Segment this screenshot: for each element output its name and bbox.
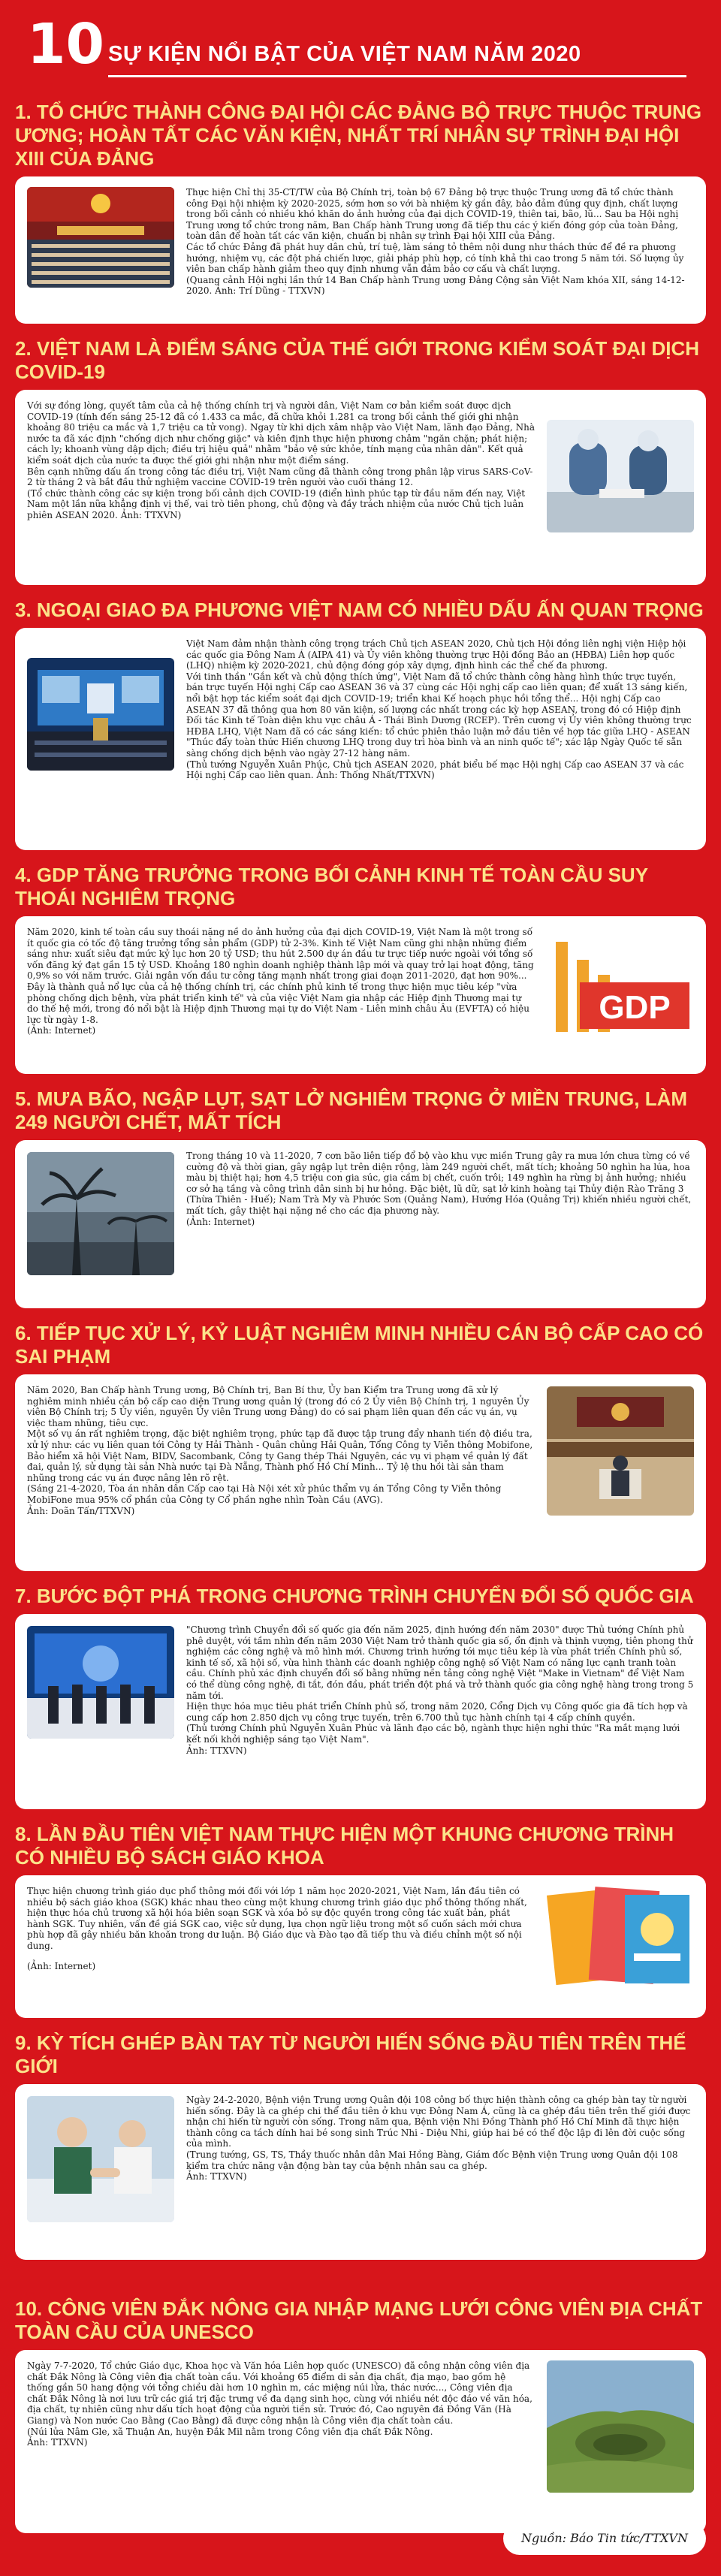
event-card [15, 176, 706, 324]
source-credit: Nguồn: Báo Tin tức/TTXVN [503, 2522, 706, 2555]
page-title: SỰ KIỆN NỔI BẬT CỦA VIỆT NAM NĂM 2020 [108, 42, 581, 66]
event-card [15, 628, 706, 850]
party-congress-image [27, 187, 174, 288]
event-title: 2. VIỆT NAM LÀ ĐIỂM SÁNG CỦA THẾ GIỚI TRONG KIỂM SOÁT ĐẠI DỊCH COVID-19 [15, 337, 700, 383]
paragraph: Ngày 7-7-2020, Tổ chức Giáo dục, Khoa học và Văn hóa Liên hợp quốc (UNESCO) đã công nhận công viên địa chất Đắk Nông là Công viên địa chất toàn cầu. Với khoảng 65 điểm di sản địa chất, địa mạo, bao gồm hệ thống gần 50 hang động với tổng chiều dài hơn 10 nghìn m, các miệng núi lửa, thác nước..., Công viên địa chất Đắk Nông là nơi lưu trữ các giá trị đặc trưng về đa dạng sinh học, cùng với nhiều nét độc đáo về văn hóa, địa chất, tự nhiên cũng như dấu tích hoạt động của người tiền sử. Trước đó, Cao nguyên đá Đồng Văn (Hà Giang) và Non nước Cao Bằng (Cao Bằng) đã được công nhận là Công viên địa chất toàn cầu. [27, 2360, 532, 2426]
event-body [186, 1151, 694, 1227]
event-9 [15, 2032, 706, 2260]
event-3 [15, 599, 706, 850]
event-body [27, 927, 535, 1036]
paragraph: Việt Nam đảm nhận thành công trọng trách Chủ tịch ASEAN 2020, Chủ tịch Hội đồng liên nghị viện Hiệp hội các quốc gia Đông Nam Á (AIPA 41) và Ủy viên không thường trực Hội đồng Bảo an (HĐBA) Liên hợp quốc (LHQ) nhiệm kỳ 2020-2021, chủ động đóng góp xây dựng, định hình các thể chế đa phương. [186, 638, 686, 671]
event-title: 4. GDP TĂNG TRƯỞNG TRONG BỐI CẢNH KINH TẾ TOÀN CẦU SUY THOÁI NGHIÊM TRỌNG [15, 864, 648, 909]
event-title: 3. NGOẠI GIAO ĐA PHƯƠNG VIỆT NAM CÓ NHIỀU DẤU ẤN QUAN TRỌNG [15, 599, 704, 621]
paragraph: Thực hiện Chỉ thị 35-CT/TW của Bộ Chính trị, toàn bộ 67 Đảng bộ trực thuộc Trung ương đã tổ chức thành công Đại hội nhiệm kỳ 2020-2025, sớm hơn so với bà nhiệm kỳ gần đây, bảo đảm đúng quy định, chất lượng trong bối cảnh có nhiều khó khăn do ảnh hưởng của đại dịch COVID-19, thiên tai, bão, lũ... Sau ba Hội nghị Trung ương tổ chức trong năm, Ban Chấp hành Trung ương đã tiếp thu các ý kiến đóng góp của toàn Đảng, toàn dân để hoàn tất các văn kiện, chuẩn bị nhân sự trình Đại hội XIII của Đảng. [186, 187, 679, 242]
gdp-image [547, 927, 694, 1047]
paragraph: (Sáng 21-4-2020, Tòa án nhân dân Cấp cao tại Hà Nội xét xử phúc thẩm vụ án Tổng Công ty Viễn thông MobiFone mua 95% cổ phần của Công ty Cổ phần nghe nhìn Toàn Cầu (AVG). [27, 1483, 502, 1505]
event-card [15, 2084, 706, 2260]
event-title: 7. BƯỚC ĐỘT PHÁ TRONG CHƯƠNG TRÌNH CHUYỂN ĐỔI SỐ QUỐC GIA [15, 1585, 694, 1607]
paragraph: (Núi lửa Nâm Gle, xã Thuận An, huyện Đắk Mil nằm trong Công viên địa chất Đắk Nông. [27, 2426, 433, 2437]
event-body [27, 1886, 535, 1971]
covid-lab-image [547, 420, 694, 532]
paragraph: (Ảnh: Internet) [27, 1960, 96, 1971]
event-7 [15, 1585, 706, 1809]
paragraph: Ảnh: Doãn Tấn/TTXVN) [27, 1505, 135, 1516]
paragraph: (Tổ chức thành công các sự kiện trong bối cảnh dịch COVID-19 (điển hình phúc tạp từ đầu năm đến nay, Việt Nam một lần nữa khẳng định vị thế, vai trò tiên phong, chủ động và đầy trách nhiệm của nước Chủ tịch luân phiên ASEAN 2020. Ảnh: TTXVN) [27, 487, 526, 520]
event-card [15, 1614, 706, 1809]
event-body [186, 1624, 694, 1756]
event-title: 5. MƯA BÃO, NGẬP LỤT, SẠT LỞ NGHIÊM TRỌNG Ở MIỀN TRUNG, LÀM 249 NGƯỜI CHẾT, MẤT TÍCH [15, 1087, 688, 1133]
textbooks-image [547, 1884, 694, 1989]
paragraph: Ảnh: TTXVN) [27, 2437, 88, 2448]
event-title: 8. LẦN ĐẦU TIÊN VIỆT NAM THỰC HIỆN MỘT KHUNG CHƯƠNG TRÌNH CÓ NHIỀU BỘ SÁCH GIÁO KHOA [15, 1823, 674, 1869]
event-body [186, 187, 694, 297]
gdp-label: GDP [599, 989, 671, 1026]
paragraph: Các tổ chức Đảng đã phát huy dân chủ, trí tuệ, làm sáng tỏ thêm nội dung như thách thức để đề ra phương hướng, nhiệm vụ, các đột phá chiến lược, giải pháp phù hợp, có tính khả thi cao trong 5 năm tới. Số lượng ủy viên ban chấp hành giảm theo quy định nhưng vẫn đảm bảo cơ cấu và chất lượng. [186, 241, 684, 275]
storm-image [27, 1152, 174, 1275]
paragraph: (Trung tướng, GS, TS, Thầy thuốc nhân dân Mai Hồng Bàng, Giám đốc Bệnh viện Trung ương Quân đội 108 kiểm tra chức năng vận động bàn tay của bệnh nhân sau ca ghép. [186, 2149, 678, 2171]
event-4 [15, 864, 706, 1074]
hand-transplant-image [27, 2096, 174, 2222]
event-body [186, 638, 694, 781]
paragraph: Với tinh thần "Gắn kết và chủ động thích ứng", Việt Nam đã tổ chức thành công hàng hình thức trực tuyến, bán trực tuyến Hội nghị Cấp cao ASEAN 36 và 37 cùng các Hội nghị cấp cao liên quan; để xuất 13 sáng kiến, nổi bật hợp tác kiểm soát đại dịch COVID-19; triển khai Kế hoạch phục hồi tổng thể... Hội nghị Cấp cao ASEAN 37 đã thông qua hơn 80 văn kiện, số lượng các nhất trong các kỳ hợp ASEAN, trong đó có Hiệp định Đối tác Kinh tế Toàn diện khu vực châu Á - Thái Bình Dương (RCEP). Trên cương vị Ủy viên không thường trực HĐBA LHQ, Việt Nam đã có các sáng kiến: tổ chức phiên thảo luận mở đầu tiên về hợp tác giữa LHQ - ASEAN "Thúc đẩy toàn thức Hiến chương LHQ trong duy trì hòa bình và an ninh quốc tế"; xác lập Ngày Quốc tế sẵn sàng chống dịch bệnh vào ngày 27-12 hàng năm. [186, 671, 692, 759]
event-10 [15, 2297, 706, 2533]
event-body [186, 2095, 694, 2182]
paragraph: Với sự đồng lòng, quyết tâm của cả hệ thống chính trị và người dân, Việt Nam cơ bản kiểm soát được dịch COVID-19 (tính đến sáng 25-12 đã có 1.433 ca mắc, đã chữa khỏi 1.281 ca trong bối cảnh thế giới ghi nhận khoảng 80 triệu ca mắc và 1,7 triệu ca tử vong). Ngay từ khi dịch xâm nhập vào Việt Nam, lãnh đạo Đảng, Nhà nước ta đã xác định "chống dịch như chống giặc" và kiên định thực hiện phương châm "ngăn chặn; phát hiện; cách ly; khoanh vùng dập dịch; điều trị hiệu quả" nhằm "bảo vệ sức khỏe, tính mạng của nhân dân". Kết quả kiểm soát dịch của nước ta được thế giới ghi nhận như một điểm sáng. [27, 400, 535, 466]
paragraph: Thực hiện chương trình giáo dục phổ thông mới đối với lớp 1 năm học 2020-2021, Việt Nam, lần đầu tiên có nhiều bộ sách giáo khoa (SGK) khác nhau theo cùng một khung chương trình giáo dục phổ thông thống nhất, hiện thực hóa chủ trương xã hội hóa biên soạn SGK và xóa bỏ sự độc quyền trong công tác xuất bản, phát hành SGK. Tuy nhiên, vấn đề giá SGK cao, việc sử dụng, lựa chọn ngữ liệu trong một số cuốn sách mới chưa phù hợp đã gây nhiều băn khoăn trong dư luận. Bộ Giáo dục và Đào tạo đã tiếp thu và điều chỉnh một số nội dung. [27, 1886, 527, 1951]
paragraph: Ngày 24-2-2020, Bệnh viện Trung ương Quân đội 108 công bố thực hiện thành công ca ghép bàn tay từ người hiến sống. Đây là ca ghép chi thể đầu tiên ở khu vực Đông Nam Á, cũng là ca ghép đầu tiên trên thế giới được nhận chi hiến từ người còn sống. Trong năm qua, Bệnh viện Nhi Đồng Thành phố Hồ Chí Minh đã thực hiện thành công ca tách dính hai bé song sinh Trúc Nhi - Diệu Nhi, giúp hai bé có thể độc lập đi lên đời cuộc sống của mình. [186, 2095, 691, 2149]
paragraph: "Chương trình Chuyển đổi số quốc gia đến năm 2025, định hướng đến năm 2030" được Thủ tướng Chính phủ phê duyệt, với tầm nhìn đến năm 2030 Việt Nam trở thành quốc gia số, ổn định và thịnh vượng, tiên phong thử nghiệm các công nghệ và mô hình mới. Chương trình hướng tới mục tiêu kép là vừa phát triển Chính phủ số, kinh tế số, xã hội số, vừa hình thành các doanh nghiệp công nghệ số Việt Nam có năng lực cạnh tranh toàn cầu. Chính phủ xác định chuyển đổi số bằng những nền tảng công nghệ Việt "Make in Vietnam" để Việt Nam có thể dùng công nghệ, đi tắt, đón đầu, phát triển đột phá và trở thành quốc gia công nghệ hàng trong trong 5 năm tới. [186, 1624, 694, 1701]
event-card [15, 1875, 706, 2018]
header-number: 10 [27, 12, 104, 77]
event-title: 1. TỔ CHỨC THÀNH CÔNG ĐẠI HỘI CÁC ĐẢNG BỘ TRỰC THUỘC TRUNG ƯƠNG; HOÀN TẤT CÁC VĂN KIỆN, NHẤT TRÍ NHÂN SỰ TRÌNH ĐẠI HỘI XIII CỦA ĐẢNG [15, 101, 702, 170]
event-card [15, 916, 706, 1074]
event-6 [15, 1322, 706, 1571]
event-card [15, 390, 706, 585]
paragraph: Trong tháng 10 và 11-2020, 7 cơn bão liên tiếp đổ bộ vào khu vực miền Trung gây ra mưa lớn chưa từng có về cường độ và thời gian, gây ngập lụt trên diện rộng, làm 249 người chết, mất tích; khoảng 50 nghìn ha lúa, hoa màu bị thiệt hại; hơn 4,5 triệu con gia súc, gia cầm bị chết, cuốn trôi; 149 nghìn ha rừng bị ảnh hưởng; nhiều cơ sở hạ tầng và công trình dân sinh bị hư hỏng. Đặc biệt, lũ dữ, sạt lở kinh hoàng tại Thủy điện Rào Trăng 3 (Thừa Thiên - Huế); Nam Trà My và Phước Sơn (Quảng Nam), Hướng Hóa (Quảng Trị) khiến nhiều người chết, mất tích, gây thiệt hại nặng nề cho các địa phương này. [186, 1151, 692, 1216]
event-card [15, 2350, 706, 2533]
paragraph: Bên cạnh những dấu ấn trong công tác điều trị, Việt Nam cũng đã thành công trong phân lập virus SARS-CoV-2 từ tháng 2 và bắt đầu thử nghiệm vaccine COVID-19 trên người vào cuối tháng 12. [27, 466, 533, 488]
event-8 [15, 1823, 706, 2018]
event-title: 9. KỲ TÍCH GHÉP BÀN TAY TỪ NGƯỜI HIẾN SỐNG ĐẦU TIÊN TRÊN THẾ GIỚI [15, 2032, 686, 2077]
event-card [15, 1140, 706, 1308]
paragraph: (Thủ tướng Nguyễn Xuân Phúc, Chủ tịch ASEAN 2020, phát biểu bế mạc Hội nghị Cấp cao ASEAN 37 và các Hội nghị Cấp cao liên quan. Ảnh: Thống Nhất/TTXVN) [186, 759, 684, 781]
paragraph: (Thủ tướng Chính phủ Nguyễn Xuân Phúc và lãnh đạo các bộ, ngành thực hiện nghi thức "Ra mắt mạng lưới kết nối khởi nghiệp sáng tạo Việt Nam". [186, 1723, 680, 1745]
paragraph: Ảnh: TTXVN) [186, 1745, 247, 1756]
event-1 [15, 101, 706, 324]
courtroom-image [547, 1386, 694, 1516]
asean-summit-image [27, 658, 174, 771]
event-body [27, 1385, 535, 1516]
paragraph: Hiện thực hóa mục tiêu phát triển Chính phủ số, trong năm 2020, Cổng Dịch vụ Công quốc gia đã tích hợp và cung cấp hơn 2.850 dịch vụ công trực tuyến, trên 6.700 thủ tục hành chính tại 4 cấp chính quyền. [186, 1701, 688, 1723]
event-2 [15, 337, 706, 585]
title-underline [108, 75, 686, 77]
paragraph: Ảnh: TTXVN) [186, 2171, 247, 2182]
paragraph: Năm 2020, Ban Chấp hành Trung ương, Bộ Chính trị, Ban Bí thư, Ủy ban Kiểm tra Trung ương đã xử lý nghiêm minh nhiều cán bộ cấp cao diện Trung ương quản lý (trong đó có 2 Ủy viên Bộ Chính trị, 1 nguyên Ủy viên Bộ Chính trị; 5 Ủy viên, nguyên Ủy viên Trung ương Đảng) do có sai phạm liên quan đến các vụ án, vụ việc tham nhũng, tiêu cực. [27, 1385, 529, 1428]
paragraph: (Ảnh: Internet) [186, 1216, 255, 1227]
event-card [15, 1374, 706, 1571]
header [0, 0, 721, 84]
digital-launch-image [27, 1626, 174, 1739]
paragraph: (Ảnh: Internet) [27, 1025, 96, 1036]
paragraph: Năm 2020, kinh tế toàn cầu suy thoái nặng nề do ảnh hưởng của đại dịch COVID-19, Việt Nam là một trong số ít quốc gia có tốc độ tăng trưởng tổng sản phẩm (GDP) tử 2-3%. Kinh tế Việt Nam cũng ghi nhận những điểm sáng như: xuất siêu đạt mức kỷ lục hơn 20 tỷ USD; thu hút 2.500 dự án đầu tư trực tiếp nước ngoài với tổng số vốn đăng ký đạt gần 15 tỷ USD. Khoảng 180 nghìn doanh nghiệp thành lập mới và quay trở lại hoạt động, tăng 0,9% so với năm trước. Giải ngân vốn đầu tư công tăng mạnh nhất trong giai đoạn 2011-2020, đạt hơn 90%... Đây là thành quả nổ lực của cả hệ thống chính trị, các chính phủ kinh tế trong thực hiện mục tiêu kép "vừa phòng chống dịch bệnh, vừa phát triển kinh tế" và của việc Việt Nam gia nhập các Hiệp định Thương mại tự do thế hệ mới, trong đó nổi bật là Hiệp định Thương mại tự do Việt Nam - Liên minh châu Âu (EVFTA) có hiệu lực từ ngày 1-8. [27, 927, 534, 1025]
volcano-image [547, 2360, 694, 2493]
event-title: 10. CÔNG VIÊN ĐẮK NÔNG GIA NHẬP MẠNG LƯỚI CÔNG VIÊN ĐỊA CHẤT TOÀN CẦU CỦA UNESCO [15, 2297, 703, 2343]
event-5 [15, 1087, 706, 1308]
paragraph: (Quang cảnh Hội nghị lần thứ 14 Ban Chấp hành Trung ương Đảng Cộng sản Việt Nam khóa XII, sáng 14-12-2020. Ảnh: Trí Dũng - TTXVN) [186, 274, 685, 297]
event-body [27, 2360, 535, 2448]
paragraph: Một số vụ án rất nghiêm trọng, đặc biệt nghiêm trọng, phức tạp đã được tập trung đẩy nhanh tiến độ điều tra, xử lý như: các vụ liên quan tới Công ty Hải Thành - Quân chủng Hải Quân, Tổng Công ty Viễn thông Mobifone, Bảo hiểm xã hội Việt Nam, BIDV, Sacombank, Công ty Gang thép Thái Nguyên, các vụ vi phạm về quản lý đất đai, quản lý, sử dụng tài sản Nhà nước tại Đà Nẵng, Thành phố Hồ Chí Minh... Tỷ lệ thu hồi tài sản tham nhũng trong các vụ án được nâng lên rõ rệt. [27, 1428, 533, 1483]
event-body [27, 400, 535, 521]
event-title: 6. TIẾP TỤC XỬ LÝ, KỶ LUẬT NGHIÊM MINH NHIỀU CÁN BỘ CẤP CAO CÓ SAI PHẠM [15, 1322, 704, 1368]
